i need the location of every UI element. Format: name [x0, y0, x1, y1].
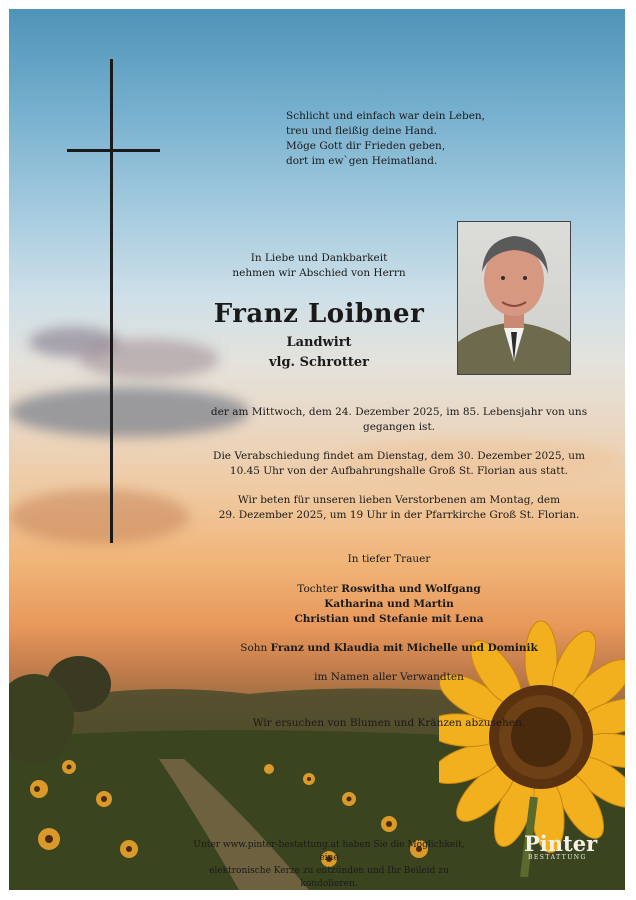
cloud — [9, 489, 189, 544]
prayer-line: Wir beten für unseren lieben Verstorbenen am Montag, dem — [237, 494, 561, 506]
mourning-heading: In tiefer Trauer — [347, 553, 431, 565]
footer-line: elektronische Kerze zu entzünden und Ihr Beileid zu kondolieren. — [209, 866, 449, 889]
cross-horizontal — [67, 149, 160, 152]
prayer-line: 29. Dezember 2025, um 19 Uhr in der Pfarrkirche Groß St. Florian. — [218, 509, 580, 521]
son-names: Franz und Klaudia mit Michelle und Dominik — [270, 642, 538, 654]
family-daughter — [179, 582, 599, 597]
son-label: Sohn — [240, 642, 268, 654]
intro-line: nehmen wir Abschied von Herrn — [232, 267, 406, 279]
nickname: vlg. Schrotter — [268, 355, 370, 370]
poem-line: dort im ew`gen Heimatland. — [286, 155, 438, 167]
flowers-note: Wir ersuchen von Blumen und Kränzen abzusehen. — [252, 717, 526, 729]
daughter-label: Tochter — [297, 583, 338, 595]
family-line-2 — [179, 597, 599, 612]
farewell-line: Die Verabschiedung findet am Dienstag, dem 30. Dezember 2025, um — [213, 450, 585, 462]
family-son — [179, 641, 599, 656]
family-line-3 — [179, 612, 599, 627]
prayer-notice — [189, 493, 609, 523]
portrait-photo — [457, 221, 571, 375]
death-notice-line: gegangen ist. — [362, 421, 436, 433]
logo-name: Pinter — [524, 831, 598, 856]
logo-tagline: BESTATTUNG — [528, 854, 587, 861]
cross-vertical — [110, 59, 113, 543]
farewell-notice — [189, 449, 609, 479]
poem — [286, 109, 485, 169]
occupation: Landwirt — [286, 335, 352, 350]
obituary-card — [9, 9, 625, 890]
grandchild-names: Katharina und Martin — [324, 598, 454, 610]
death-notice — [189, 405, 609, 435]
footer-text — [189, 839, 469, 890]
daughter-names: Roswitha und Wolfgang — [341, 583, 481, 595]
grandchild-names: Christian und Stefanie mit Lena — [294, 613, 484, 625]
deceased-name: Franz Loibner — [213, 299, 425, 329]
poem-line: Möge Gott dir Frieden geben, — [286, 140, 446, 152]
relatives-line: im Namen aller Verwandten — [314, 671, 464, 683]
death-notice-line: der am Mittwoch, dem 24. Dezember 2025, im 85. Lebensjahr von uns — [210, 406, 588, 418]
footer-line: Unter www.pinter-bestattung.at haben Sie die Möglichkeit, eine — [193, 840, 465, 863]
farewell-line: 10.45 Uhr von der Aufbahrungshalle Groß St. Florian aus statt. — [229, 465, 569, 477]
intro-line: In Liebe und Dankbarkeit — [250, 252, 388, 264]
poem-line: treu und fleißig deine Hand. — [286, 125, 437, 137]
intro-text — [169, 251, 469, 281]
pinter-logo — [524, 831, 597, 861]
poem-line: Schlicht und einfach war dein Leben, — [286, 110, 486, 122]
